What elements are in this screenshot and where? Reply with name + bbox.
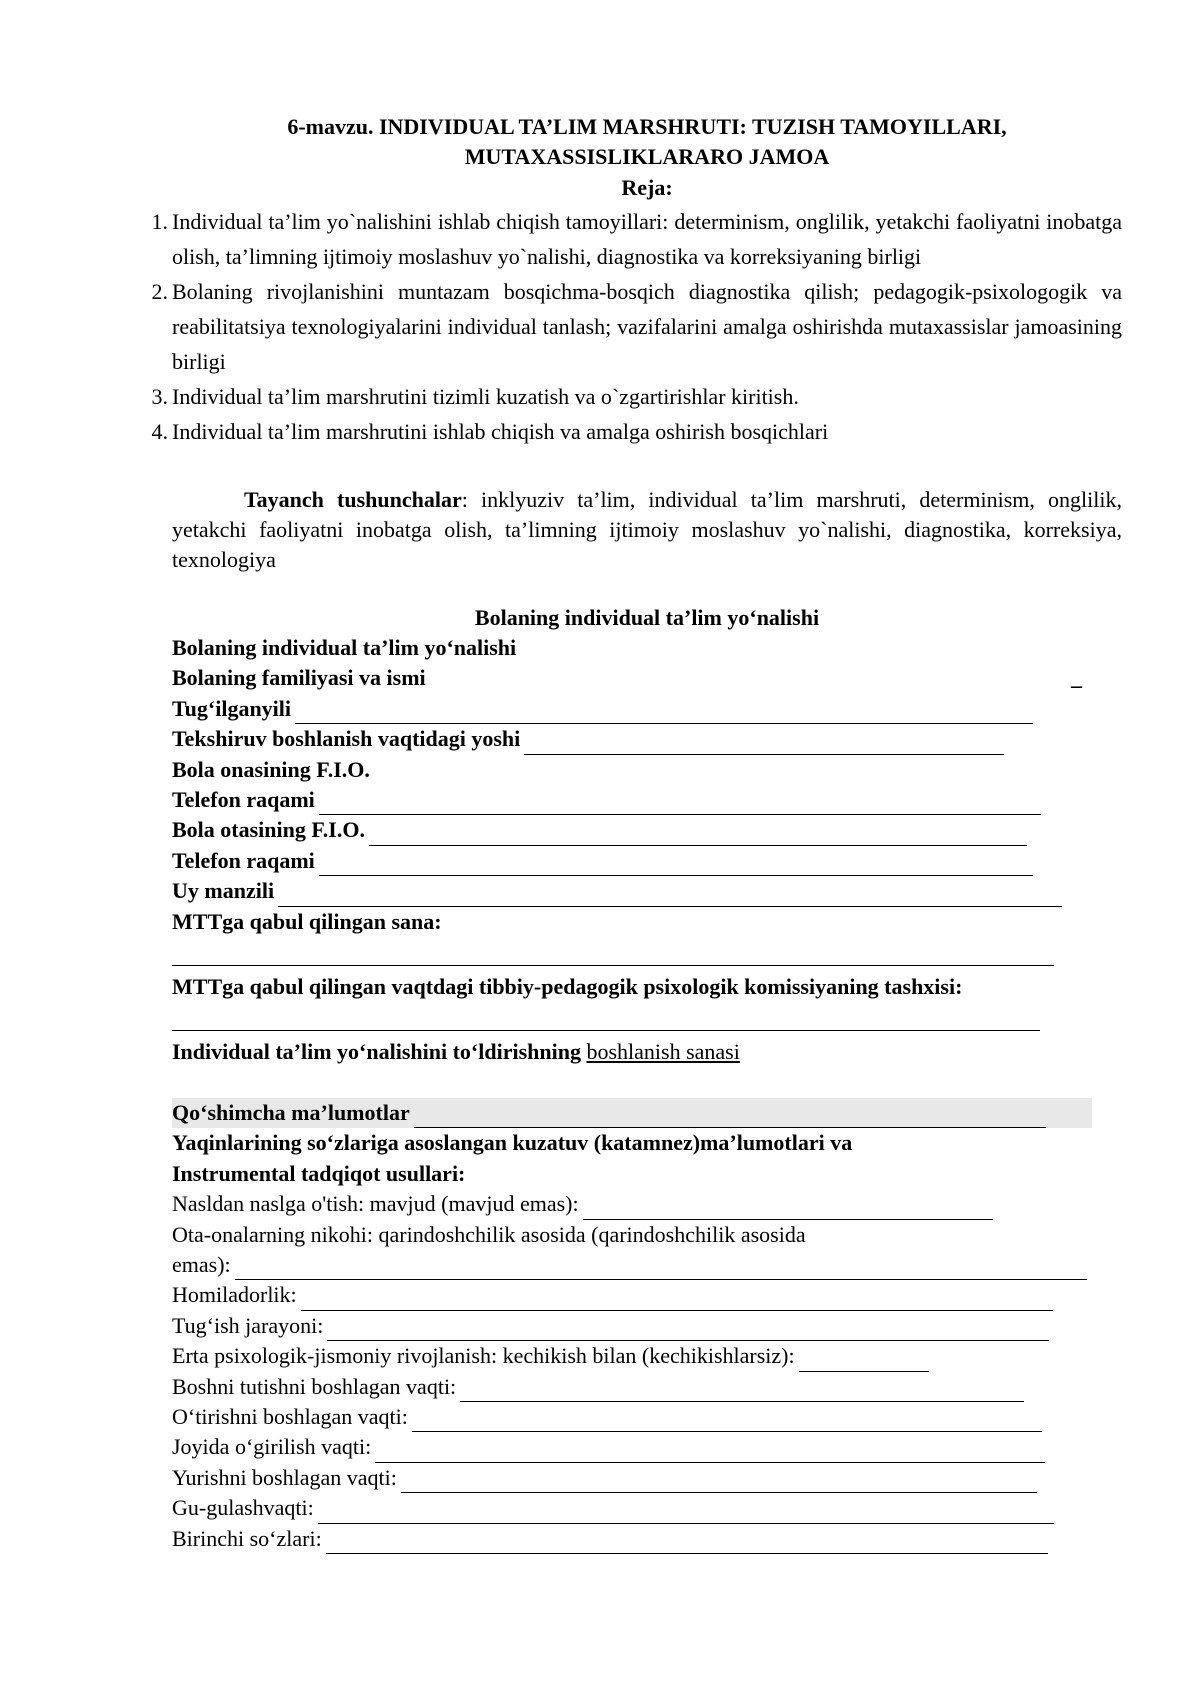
father-name-field[interactable] (369, 823, 1027, 846)
head-hold-row (172, 1372, 1122, 1402)
birth-process-row (172, 1311, 1122, 1341)
address-label: Uy manzili (172, 878, 275, 904)
first-words-field[interactable] (326, 1531, 1048, 1554)
turning-label: Joyida o‘girilish vaqti: (172, 1434, 372, 1460)
early-development-label: Erta psixologik-jismoniy rivojlanish: kechikish bilan (kechikishlarsiz): (172, 1343, 795, 1369)
pregnancy-label: Homiladorlik: (172, 1282, 297, 1308)
diagnosis-label: MTTga qabul qilingan vaqtdagi tibbiy-pedagogik psixologik komissiyaning tashxisi: (172, 974, 963, 1000)
key-concepts (172, 485, 1122, 575)
observation-line-1: Yaqinlarining so‘zlariga asoslangan kuzatuv (katamnez)ma’lumotlari va (172, 1130, 853, 1156)
first-words-row (172, 1524, 1122, 1554)
extra-info-label: Qo‘shimcha ma’lumotlar (172, 1099, 410, 1125)
section-title: Bolaning individual ta’lim yo‘nalishi (474, 605, 820, 630)
key-concepts-label: Tayanch tushunchalar (244, 487, 462, 512)
plan-item-number: 3. (151, 384, 168, 409)
early-development-field[interactable] (799, 1349, 929, 1372)
plan-item-text: Individual ta’lim yo`nalishini ishlab chiqish tamoyillari: determinism, onglilik, yetakchi faoliyatni inobatga olish, ta’limning ijtimoiy moslashuv yo`nalishi, diagnostika va korreksiyaning birligi (172, 209, 1122, 269)
phone-1-field[interactable] (319, 792, 1041, 815)
walking-row (172, 1463, 1122, 1493)
exam-age-label: Tekshiruv boshlanish vaqtidagi yoshi (172, 726, 521, 752)
address-field[interactable] (278, 884, 1062, 907)
marriage-row (172, 1250, 1122, 1280)
plan-list (151, 204, 1122, 449)
pregnancy-row (172, 1280, 1122, 1310)
sitting-label: O‘tirishni boshlagan vaqti: (172, 1403, 408, 1429)
form-heading: Bolaning individual ta’lim yo‘nalishi (172, 635, 517, 660)
cooing-row (172, 1493, 1122, 1523)
first-words-label: Birinchi so‘zlari: (172, 1525, 322, 1551)
key-concepts-text: : inklyuziv ta’lim, individual ta’lim marshruti, determinism, onglilik, yetakchi faoliyatni inobatga olish, ta’limning ijtimoiy moslashuv yo`nalishi, diagnostika, korreksiya, texnologiya (172, 487, 1122, 572)
plan-item (151, 379, 1122, 414)
walking-label: Yurishni boshlagan vaqti: (172, 1464, 397, 1490)
marriage-label-line-2: emas): (172, 1251, 231, 1277)
child-name-label: Bolaning familiyasi va ismi (172, 665, 426, 691)
start-date-underlined: boshlanish sanasi (586, 1039, 740, 1065)
plan-item (151, 414, 1122, 449)
heredity-field[interactable] (583, 1197, 993, 1220)
sitting-field[interactable] (412, 1409, 1042, 1432)
diagnosis-field[interactable] (172, 1006, 1040, 1031)
head-hold-field[interactable] (460, 1379, 1024, 1402)
phone-1-label: Telefon raqami (172, 787, 315, 813)
birth-process-field[interactable] (327, 1318, 1049, 1341)
marriage-field[interactable] (235, 1257, 1087, 1280)
sitting-row (172, 1402, 1122, 1432)
child-name-row (172, 663, 1122, 693)
birth-year-row (172, 694, 1122, 724)
extra-info-field[interactable] (414, 1105, 1046, 1128)
plan-item-text: Individual ta’lim marshrutini tizimli kuzatish va o`zgartirishlar kiritish. (172, 384, 799, 409)
head-hold-label: Boshni tutishni boshlagan vaqti: (172, 1373, 457, 1399)
pregnancy-field[interactable] (301, 1288, 1053, 1311)
admission-date-field[interactable] (172, 941, 1054, 966)
start-date-row (172, 1037, 1122, 1067)
early-development-row (172, 1341, 1122, 1371)
start-date-label: Individual ta’lim yo‘nalishini to‘ldirishning (172, 1039, 581, 1065)
observation-line-2: Instrumental tadqiqot usullari: (172, 1160, 466, 1186)
address-row (172, 876, 1122, 906)
birth-year-field[interactable] (295, 701, 1033, 724)
plan-item (151, 204, 1122, 274)
mother-name-label: Bola onasining F.I.O. (172, 756, 370, 782)
plan-item-text: Individual ta’lim marshrutini ishlab chiqish va amalga oshirish bosqichlari (172, 419, 829, 444)
marriage-label-line-1: Ota-onalarning nikohi: qarindoshchilik asosida (qarindoshchilik asosida (172, 1221, 806, 1247)
plan-heading: Reja: (621, 175, 673, 200)
plan-item-number: 1. (151, 209, 168, 234)
father-name-row (172, 815, 1122, 845)
plan-item-number: 4. (151, 419, 168, 444)
turning-row (172, 1432, 1122, 1462)
plan-item-number: 2. (151, 279, 168, 304)
phone-1-row (172, 785, 1122, 815)
heredity-label: Nasldan naslga o'tish: mavjud (mavjud emas): (172, 1191, 579, 1217)
turning-field[interactable] (375, 1440, 1045, 1463)
father-name-label: Bola otasining F.I.O. (172, 817, 365, 843)
title-line-2: MUTAXASSISLIKLARARO JAMOA (464, 144, 830, 169)
plan-item-text: Bolaning rivojlanishini muntazam bosqichma-bosqich diagnostika qilish; pedagogik-psixologogik va reabilitatsiya texnologiyalarini individual tanlash; vazifalarini amalga oshirishda mutaxassislar jamoasining birligi (172, 279, 1122, 374)
birth-process-label: Tug‘ish jarayoni: (172, 1312, 324, 1338)
admission-date-label: MTTga qabul qilingan sana: (172, 908, 442, 934)
heredity-row (172, 1189, 1122, 1219)
plan-item (151, 274, 1122, 379)
cooing-field[interactable] (318, 1501, 1054, 1524)
walking-field[interactable] (401, 1470, 1037, 1493)
exam-age-row (172, 724, 1122, 754)
exam-age-field[interactable] (524, 732, 1004, 755)
birth-year-label: Tug‘ilganyili (172, 695, 292, 721)
child-name-mark: _ (1071, 665, 1082, 691)
document-title (172, 112, 1122, 172)
phone-2-label: Telefon raqami (172, 847, 315, 873)
phone-2-field[interactable] (319, 853, 1033, 876)
title-line-1: 6-mavzu. INDIVIDUAL TA’LIM MARSHRUTI: TUZISH TAMOYILLARI, (287, 114, 1007, 139)
cooing-label: Gu-gulashvaqti: (172, 1495, 314, 1521)
phone-2-row (172, 846, 1122, 876)
extra-info-row (172, 1098, 1092, 1128)
document-content (151, 112, 1122, 1554)
